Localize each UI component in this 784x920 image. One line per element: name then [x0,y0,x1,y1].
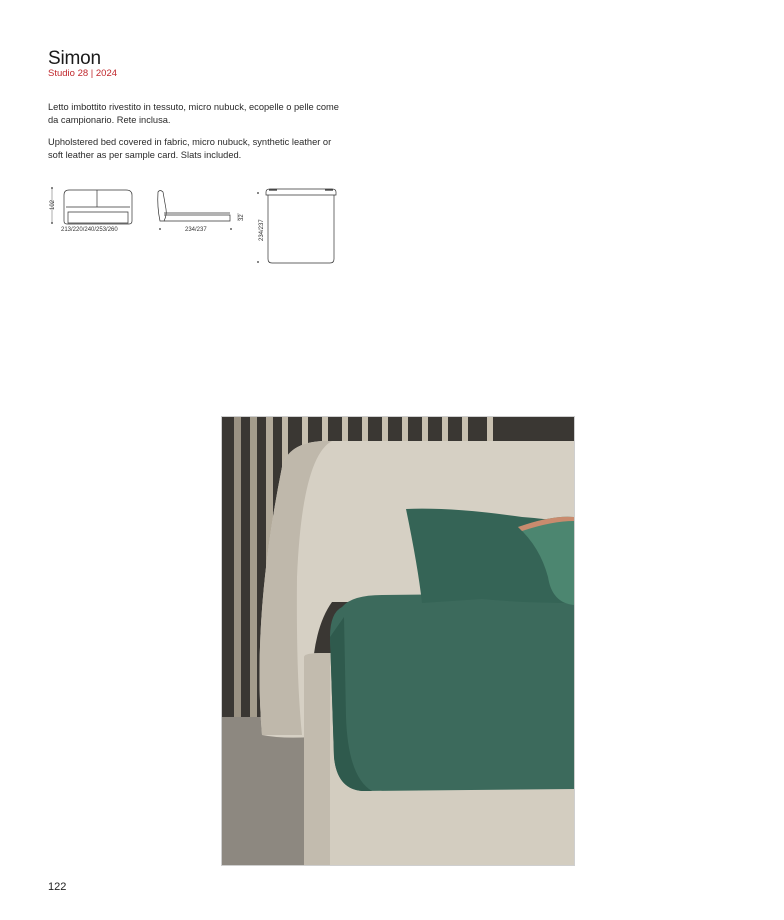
top-view-drawing [266,189,336,263]
side-height-dimension [238,213,245,221]
front-height-dimension [50,187,56,224]
side-length-label: 234/237 [185,227,207,233]
product-photo [221,416,575,866]
description-italian: Letto imbottito rivestito in tessuto, micro nubuck, ecopelle o pelle come da campionario. Rete inclusa. [48,102,339,125]
product-title: Simon [48,48,101,69]
technical-drawings [44,183,344,269]
green-sheet [330,593,574,791]
front-width-dimension [61,227,118,233]
top-length-dimension [257,192,265,263]
page-number: 122 [48,881,67,893]
front-widths-label: 213/220/240/253/260 [61,227,118,233]
top-length-label: 234/237 [259,219,265,241]
designer-year: Studio 28 | 2024 [48,68,118,79]
front-view-drawing [64,190,132,224]
side-height-label: 32 [239,214,245,221]
side-length-dimension [159,227,232,233]
front-height-label: 102 [50,199,56,210]
description-english: Upholstered bed covered in fabric, micro nubuck, synthetic leather or soft leather as per sample card. Slats included. [48,137,332,160]
side-view-drawing [158,191,230,222]
